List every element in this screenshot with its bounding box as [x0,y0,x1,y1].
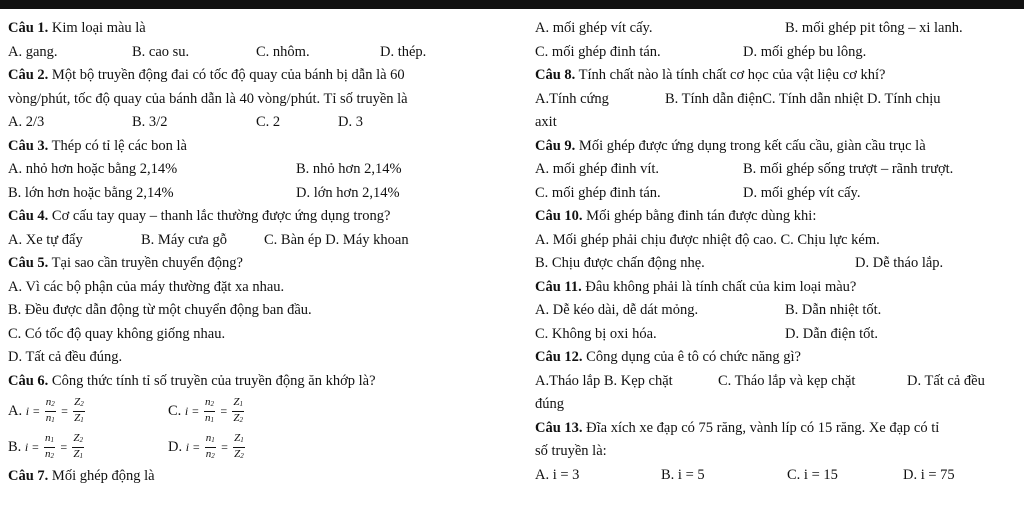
q7-option-c: C. mối ghép đinh tán. [535,43,661,60]
q5-option-d: D. Tất cả đều đúng. [8,349,123,365]
q12-options [535,370,1021,394]
q4-options [8,229,520,253]
q6-option-b: B. i = $\frac{n_1}{n_2}$ = $\frac{Z_2}{Z_1}$ [8,429,85,465]
q1-options [8,41,520,65]
q10-options-row2 [535,252,1021,276]
q8-option-bcd: B. Tính dẫn điệnC. Tính dẫn nhiệt D. Tính chịu [665,90,941,107]
q10-option-b: B. Chịu được chấn động nhẹ. [535,255,705,271]
q1-option-a: A. gang. [8,43,58,60]
top-border [0,0,1024,9]
formula-fraction: $\frac{n_1}{n_2}$ [44,432,54,461]
formula-fraction: $\frac{Z_1}{Z_2}$ [234,432,244,461]
q1-option-c: C. nhôm. [256,43,310,60]
q9-options-row2 [535,182,1021,206]
q9-option-b: B. mối ghép sống trượt – rãnh trượt. [743,161,954,177]
formula-fraction: $\frac{n_2}{n_1}$ [204,396,214,425]
q5-stem: Câu 5. Tại sao cần truyền chuyển động? [8,255,243,271]
q12-option-continued: đúng [535,396,564,412]
q13-stem-line2: số truyền là: [535,443,607,459]
q8-option-continued: axit [535,114,557,130]
q9-options-row1 [535,158,1021,182]
q12-option-d: D. Tất cả đều [907,372,985,389]
q8-option-a: A.Tính cứng [535,90,609,107]
q7-stem: Câu 7. Mối ghép động là [8,468,155,484]
q2-option-c: C. 2 [256,114,281,130]
formula-fraction: $\frac{n_2}{n_1}$ [45,396,55,425]
q7-options-row1 [535,17,1021,41]
q2-option-d: D. 3 [338,114,363,130]
q11-option-a: A. Dễ kéo dài, dễ dát mỏng. [535,302,699,318]
q3-stem: Câu 3. Thép có tỉ lệ các bon là [8,137,187,154]
right-column [535,17,1021,487]
q5-option-b: B. Đều được dẫn động từ một chuyển động ban đầu. [8,302,312,318]
formula-fraction: $\frac{Z_2}{Z_1}$ [73,432,83,461]
q8-stem: Câu 8. Tính chất nào là tính chất cơ học của vật liệu cơ khí? [535,67,886,83]
q3-option-a: A. nhỏ hơn hoặc bằng 2,14% [8,161,178,177]
q10-option-d: D. Dễ tháo lắp. [855,255,944,271]
q3-option-b: B. nhỏ hơn 2,14% [296,161,402,177]
q4-option-a: A. Xe tự đẩy [8,231,83,248]
q4-option-b: B. Máy cưa gỗ [141,231,227,248]
q11-option-c: C. Không bị oxi hóa. [535,325,657,342]
q9-option-c: C. mối ghép đinh tán. [535,184,661,201]
q11-option-d: D. Dẫn điện tốt. [785,325,879,342]
q2-options [8,111,520,135]
q13-options [535,464,1021,488]
q6-stem: Câu 6. Công thức tính tỉ số truyền của truyền động ăn khớp là? [8,372,376,389]
q7-option-b: B. mối ghép pit tông – xi lanh. [785,20,963,36]
formula-fraction: $\frac{n_1}{n_2}$ [205,432,215,461]
formula-fraction: $\frac{Z_1}{Z_2}$ [233,396,243,425]
q2-option-a: A. 2/3 [8,114,45,130]
q6-option-c: C. i = $\frac{n_2}{n_1}$ = $\frac{Z_1}{Z_2}$ [168,393,245,429]
q5-option-c: C. Có tốc độ quay không giống nhau. [8,325,226,342]
q2-option-b: B. 3/2 [132,114,168,130]
q8-options [535,88,1021,112]
q13-option-c: C. i = 15 [787,466,838,483]
q11-options-row2 [535,323,1021,347]
q6-option-a: A. i = $\frac{n_2}{n_1}$ = $\frac{Z_2}{Z_1}$ [8,393,86,429]
q9-option-a: A. mối ghép đinh vít. [535,161,660,177]
q11-option-b: B. Dẫn nhiệt tốt. [785,302,882,318]
q1-stem: Câu 1. Kim loại màu là [8,20,146,36]
q5-option-a: A. Vì các bộ phận của máy thường đặt xa nhau. [8,278,285,295]
q2-stem-line2: vòng/phút, tốc độ quay của bánh dẫn là 40 vòng/phút. Tỉ số truyền là [8,90,408,107]
formula-fraction: $\frac{Z_2}{Z_1}$ [74,396,84,425]
q3-option-c: B. lớn hơn hoặc bằng 2,14% [8,184,174,201]
q7-option-d: D. mối ghép bu lông. [743,43,867,60]
q9-option-d: D. mối ghép vít cấy. [743,184,861,201]
q12-option-ab: A.Tháo lắp B. Kẹp chặt [535,372,673,389]
q11-stem: Câu 11. Đâu không phải là tính chất của kim loại màu? [535,278,857,295]
q4-option-c: C. Bàn ép D. Máy khoan [264,231,409,248]
left-column [8,17,520,489]
q11-options-row1 [535,299,1021,323]
q6-option-d: D. i = $\frac{n_1}{n_2}$ = $\frac{Z_1}{Z_2}$ [168,429,246,465]
q3-option-d: D. lớn hơn 2,14% [296,184,400,201]
q13-option-b: B. i = 5 [661,466,705,483]
q7-options-row2 [535,41,1021,65]
q6-options-row2 [8,429,520,465]
q3-options-row1 [8,158,520,182]
q1-option-b: B. cao su. [132,43,190,60]
q12-option-c: C. Tháo lắp và kẹp chặt [718,372,856,389]
q13-option-d: D. i = 75 [903,466,955,483]
q13-stem-line1: Câu 13. Đĩa xích xe đạp có 75 răng, vành líp có 15 răng. Xe đạp có tỉ [535,419,940,436]
q1-option-d: D. thép. [380,43,427,60]
q9-stem: Câu 9. Mối ghép được ứng dụng trong kết cấu cầu, giàn cầu trục là [535,137,926,154]
q10-stem: Câu 10. Mối ghép bằng đinh tán được dùng khi: [535,208,817,224]
q2-stem-line1: Câu 2. Một bộ truyền động đai có tốc độ quay của bánh bị dẫn là 60 [8,67,405,83]
q13-option-a: A. i = 3 [535,466,580,483]
q12-stem: Câu 12. Công dụng của ê tô có chức năng gì? [535,349,801,365]
q10-option-a: A. Mối ghép phải chịu được nhiệt độ cao. C. Chịu lực kém. [535,231,880,248]
q3-options-row2 [8,182,520,206]
q6-options-row1 [8,393,520,429]
q4-stem: Câu 4. Cơ cấu tay quay – thanh lắc thường được ứng dụng trong? [8,208,391,224]
q7-option-a: A. mối ghép vít cấy. [535,20,653,36]
